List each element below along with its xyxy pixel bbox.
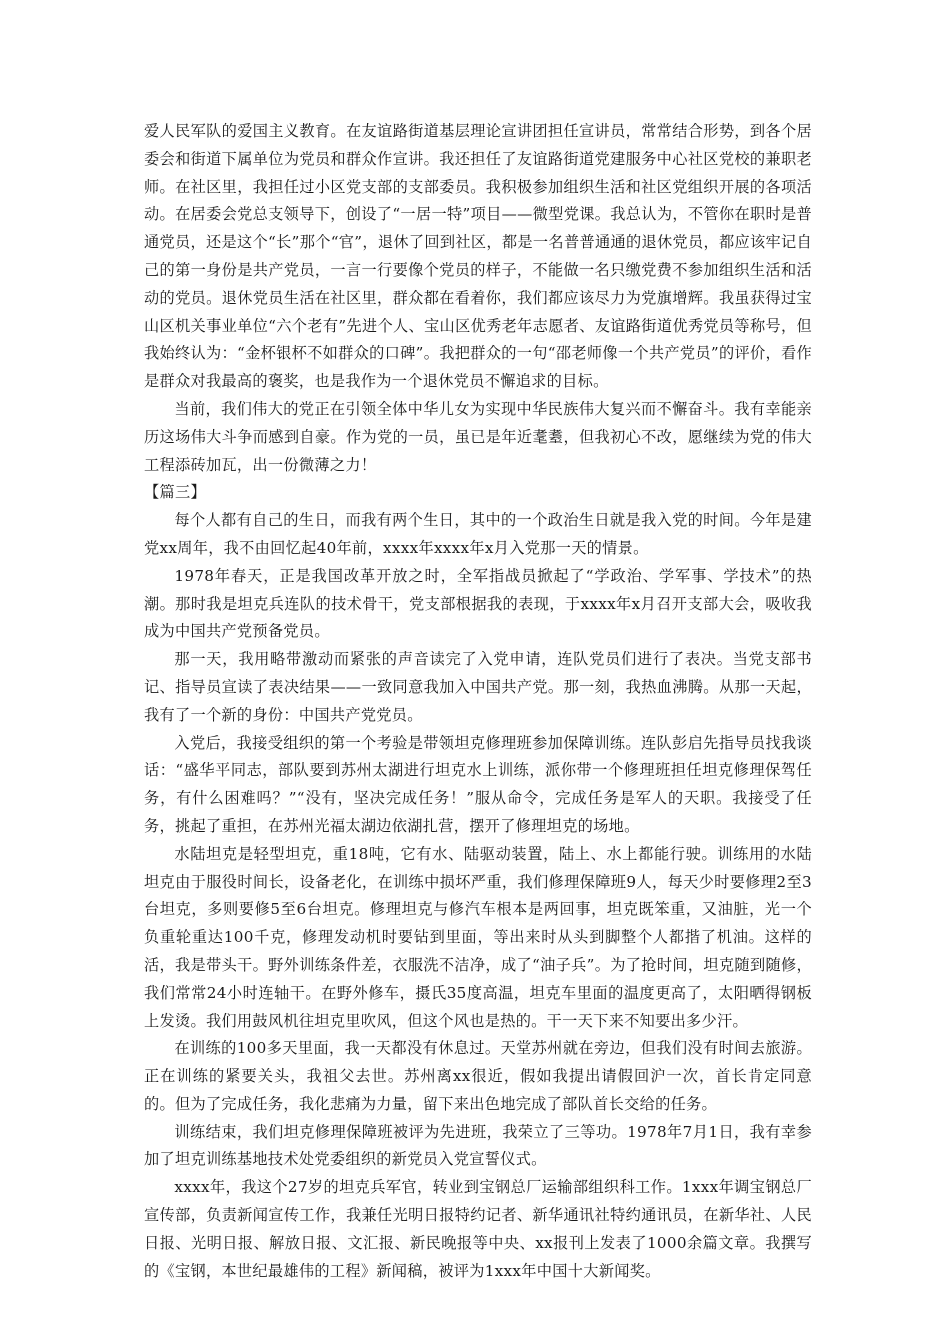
paragraph: 训练结束，我们坦克修理保障班被评为先进班，我荣立了三等功。1978年7月1日，我有幸参加了坦克训练基地技术处党委组织的新党员入党宣誓仪式。	[144, 1122, 812, 1169]
document-page	[144, 118, 812, 1285]
paragraph: 爱人民军队的爱国主义教育。在友谊路街道基层理论宣讲团担任宣讲员，常常结合形势，到各个居委会和街道下属单位为党员和群众作宣讲。我还担任了友谊路街道党建服务中心社区党校的兼职老师。在社区里，我担任过小区党支部的支部委员。我积极参加组织生活和社区党组织开展的各项活动。在居委会党总支领导下，创设了“一居一特”项目——微型党课。我总认为，不管你在职时是普通党员，还是这个“长”那个“官”，退休了回到社区，都是一名普普通通的退休党员，都应该牢记自己的第一身份是共产党员，一言一行要像个党员的样子，不能做一名只缴党费不参加组织生活和活动的党员。退休党员生活在社区里，群众都在看着你，我们都应该尽力为党旗增辉。我虽获得过宝山区机关事业单位“六个老有”先进个人、宝山区优秀老年志愿者、友谊路街道优秀党员等称号，但我始终认为：“金杯银杯不如群众的口碑”。我把群众的一句“邵老师像一个共产党员”的评价，看作是群众对我最高的褒奖，也是我作为一个退休党员不懈追求的目标。	[144, 122, 812, 391]
paragraph: 1978年春天，正是我国改革开放之时，全军指战员掀起了“学政治、学军事、学技术”的热潮。那时我是坦克兵连队的技术骨干，党支部根据我的表现，于xxxx年x月召开支部大会，吸收我成为中国共产党预备党员。	[144, 566, 812, 641]
paragraph: 那一天，我用略带激动而紧张的声音读完了入党申请，连队党员们进行了表决。当党支部书记、指导员宣读了表决结果——一致同意我加入中国共产党。那一刻，我热血沸腾。从那一天起，我有了一个新的身份：中国共产党党员。	[144, 650, 812, 724]
paragraph: 每个人都有自己的生日，而我有两个生日，其中的一个政治生日就是我入党的时间。今年是建党xx周年，我不由回忆起40年前，xxxx年xxxx年x月入党那一天的情景。	[144, 511, 812, 557]
paragraph: 水陆坦克是轻型坦克，重18吨，它有水、陆驱动装置，陆上、水上都能行驶。训练用的水陆坦克由于服役时间长，设备老化，在训练中损坏严重，我们修理保障班9人，每天少时要修理2至3台坦克，多则要修5至6台坦克。修理坦克与修汽车根本是两回事，坦克既笨重，又油脏，光一个负重轮重达100千克，修理发动机时要钻到里面，等出来时从头到脚整个人都揩了机油。这样的活，我是带头干。野外训练条件差，衣服洗不洁净，成了“油子兵”。为了抢时间，坦克随到随修，我们常常24小时连轴干。在野外修车，摄氏35度高温，坦克车里面的温度更高了，太阳晒得钢板上发烫。我们用鼓风机往坦克里吹风，但这个风也是热的。干一天下来不知要出多少汗。	[144, 844, 812, 1030]
paragraph: xxxx年，我这个27岁的坦克兵军官，转业到宝钢总厂运输部组织科工作。1xxx年调宝钢总厂宣传部，负责新闻宣传工作，我兼任光明日报特约记者、新华通讯社特约通讯员，在新华社、人民日报、光明日报、解放日报、文汇报、新民晚报等中央、xx报刊上发表了1000余篇文章。我撰写的《宝钢，本世纪最雄伟的工程》新闻稿，被评为1xxx年中国十大新闻奖。	[144, 1178, 812, 1280]
paragraph: 当前，我们伟大的党正在引领全体中华儿女为实现中华民族伟大复兴而不懈奋斗。我有幸能亲历这场伟大斗争而感到自豪。作为党的一员，虽已是年近耄耋，但我初心不改，愿继续为党的伟大工程添砖加瓦，出一份微薄之力！	[144, 399, 812, 474]
paragraph: 在训练的100多天里面，我一天都没有休息过。天堂苏州就在旁边，但我们没有时间去旅游。正在训练的紧要关头，我祖父去世。苏州离xx很近，假如我提出请假回沪一次，首长肯定同意的。但为了完成任务，我化悲痛为力量，留下来出色地完成了部队首长交给的任务。	[144, 1039, 812, 1113]
section-title: 【篇三】	[144, 483, 206, 502]
paragraph: 入党后，我接受组织的第一个考验是带领坦克修理班参加保障训练。连队彭启先指导员找我谈话：“盛华平同志，部队要到苏州太湖进行坦克水上训练，派你带一个修理班担任坦克修理保驾任务，有什么困难吗？”“没有，坚决完成任务！”服从命令，完成任务是军人的天职。我接受了任务，挑起了重担，在苏州光福太湖边依湖扎营，摆开了修理坦克的场地。	[144, 733, 812, 835]
